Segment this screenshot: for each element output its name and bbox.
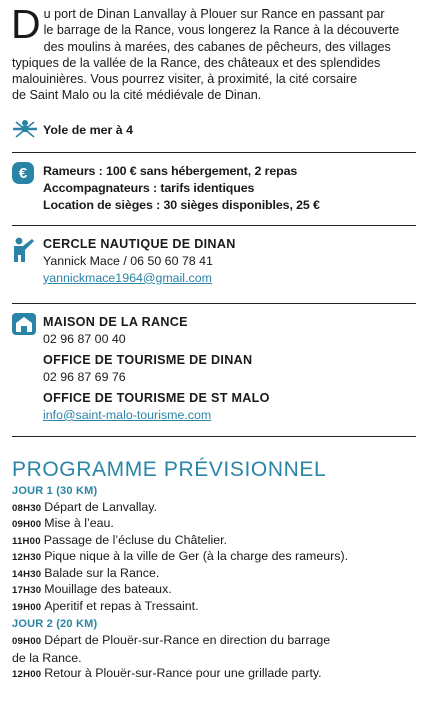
rowing-boat-icon (12, 118, 38, 140)
schedule-text: Départ de Plouër-sur-Rance en direction du barrage (44, 632, 331, 647)
club-name: CERCLE NAUTIQUE DE DINAN (43, 236, 236, 251)
intro-line: de Saint Malo ou la cité médiévale de Dinan. (12, 88, 262, 103)
schedule-time: 14H30 (12, 568, 42, 580)
schedule-time: 19H00 (12, 601, 42, 613)
schedule-text: Mouillage des bateaux. (44, 582, 172, 597)
schedule-text: Mise à l’eau. (44, 516, 114, 531)
office-malo-email-link[interactable]: info@saint-malo-tourisme.com (43, 407, 212, 422)
schedule-time: 12H30 (12, 552, 42, 564)
schedule-text: Départ de Lanvallay. (44, 499, 158, 514)
club-email-link[interactable]: yannickmace1964@gmail.com (43, 270, 212, 285)
schedule-text: Passage de l’écluse du Châtelier. (43, 532, 227, 547)
schedule-time: 12H00 (12, 669, 42, 681)
schedule-text: Retour à Plouër-sur-Rance pour une grillade party. (44, 666, 322, 681)
euro-icon (12, 162, 34, 184)
office-malo-name: OFFICE DE TOURISME DE ST MALO (43, 390, 270, 405)
maison-name: MAISON DE LA RANCE (43, 314, 188, 329)
schedule-text: Balade sur la Rance. (44, 565, 160, 580)
schedule-item (12, 598, 412, 617)
schedule-item (12, 665, 412, 684)
drop-cap: D (11, 1, 41, 47)
svg-text:€: € (18, 164, 28, 182)
maison-phone: 02 96 87 00 40 (43, 331, 126, 346)
contact-section (12, 226, 416, 304)
lodging-section (12, 304, 416, 437)
intro-line: typiques de la vallée de la Rance, des châteaux et des splendides (12, 55, 381, 70)
schedule-time: 09H00 (12, 519, 42, 531)
intro-line: u port de Dinan Lanvallay à Plouer sur Rance en passant par (43, 7, 385, 21)
price-accompagnateurs: Accompagnateurs : tarifs identiques (43, 180, 255, 195)
pricing-section (12, 153, 416, 226)
club-contact-person: Yannick Mace / 06 50 60 78 41 (43, 253, 213, 268)
intro-line: des moulins à marées, des cabanes de pêcheurs, des villages (43, 39, 391, 54)
intro-line: le barrage de la Rance, vous longerez la Rance à la découverte (43, 23, 400, 38)
programme-section (12, 458, 416, 718)
programme-title: PROGRAMME PRÉVISIONNEL (12, 457, 327, 481)
price-location: Location de sièges : 30 sièges disponibles, 25 € (43, 197, 320, 212)
intro-paragraph (11, 1, 416, 104)
schedule-text-continued: de la Rance. (12, 651, 82, 666)
price-rameurs: Rameurs : 100 € sans hébergement, 2 repas (43, 163, 298, 178)
person-pointing-icon (12, 237, 36, 262)
office-dinan-name: OFFICE DE TOURISME DE DINAN (43, 352, 253, 367)
schedule-time: 11H00 (12, 535, 41, 547)
boat-section (12, 108, 416, 153)
schedule-text: Pique nique à la ville de Ger (à la charge des rameurs). (44, 549, 349, 564)
schedule-time: 17H30 (12, 585, 42, 597)
schedule-time: 09H00 (12, 635, 42, 647)
schedule-item (12, 632, 412, 667)
day-1-label: JOUR 1 (30 KM) (12, 484, 98, 497)
boat-type: Yole de mer à 4 (43, 122, 133, 137)
intro-line: malouinières. Vous pourrez visiter, à proximité, la cité corsaire (12, 72, 358, 87)
house-icon (12, 313, 36, 335)
office-dinan-phone: 02 96 87 69 76 (43, 369, 126, 384)
day-2-label: JOUR 2 (20 KM) (12, 617, 98, 630)
page (11, 1, 416, 718)
schedule-time: 08H30 (12, 502, 42, 514)
schedule-text: Aperitif et repas à Tressaint. (44, 598, 199, 613)
